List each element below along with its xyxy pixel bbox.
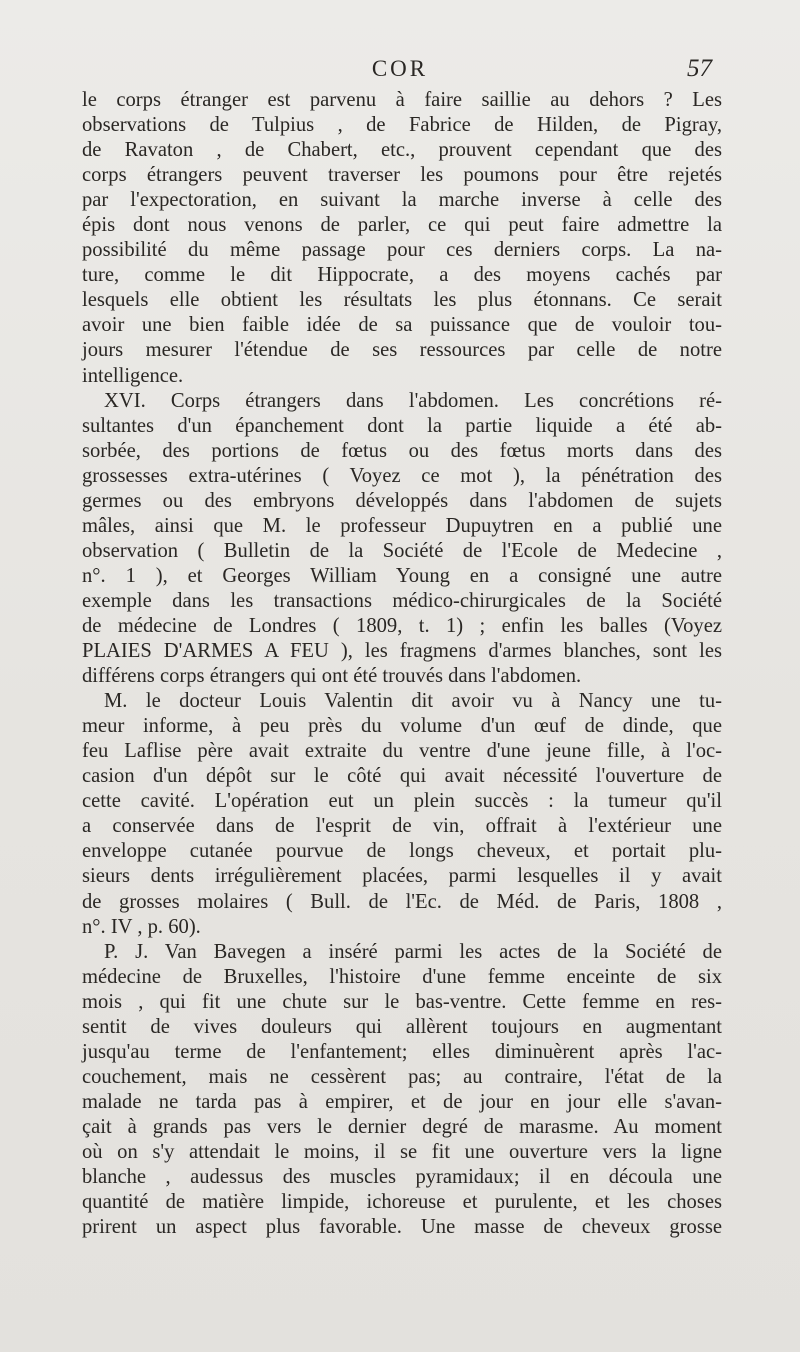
text-line: PLAIES D'ARMES A FEU ), les fragmens d'armes blanches, sont les: [82, 640, 722, 663]
text-line: blanche , audessus des muscles pyramidaux; il en découla une: [82, 1166, 722, 1189]
text-line: quantité de matière limpide, ichoreuse et purulente, et les choses: [82, 1191, 722, 1214]
text-line: le corps étranger est parvenu à faire saillie au dehors ? Les: [82, 89, 722, 111]
text-line: sultantes d'un épanchement dont la partie liquide a été ab-: [82, 414, 722, 437]
text-line: de médecine de Londres ( 1809, t. 1) ; enfin les balles (Voyez: [82, 614, 722, 637]
text-line: cette cavité. L'opération eut un plein succès : la tumeur qu'il: [82, 790, 722, 813]
text-line: médecine de Bruxelles, l'histoire d'une femme enceinte de six: [82, 965, 722, 988]
text-line: sorbée, des portions de fœtus ou des fœtus morts dans des: [82, 439, 722, 462]
text-line: de Ravaton , de Chabert, etc., prouvent cependant que des: [82, 139, 722, 162]
text-line: où on s'y attendait le moins, il se fit une ouverture vers la ligne: [82, 1140, 722, 1163]
text-line: casion d'un dépôt sur le côté qui avait nécessité l'ouverture de: [82, 765, 722, 788]
text-line: intelligence.: [82, 364, 184, 387]
text-line: mois , qui fit une chute sur le bas-ventre. Cette femme en res-: [82, 990, 722, 1013]
text-line: n°. 1 ), et Georges William Young en a consigné une autre: [82, 564, 722, 587]
text-line: lesquels elle obtient les résultats les plus étonnans. Ce serait: [82, 289, 722, 312]
text-line: jusqu'au terme de l'enfantement; elles diminuèrent après l'ac-: [82, 1040, 722, 1063]
text-line: M. le docteur Louis Valentin dit avoir vu à Nancy une tu-: [104, 690, 722, 713]
text-line: P. J. Van Bavegen a inséré parmi les actes de la Société de: [104, 940, 722, 963]
text-line: corps étrangers peuvent traverser les poumons pour être rejetés: [82, 164, 722, 187]
text-line: n°. IV , p. 60).: [82, 915, 201, 938]
page-number: 57: [687, 55, 712, 82]
page-header: [82, 56, 718, 88]
text-line: feu Laflise père avait extraite du ventre d'une jeune fille, à l'oc-: [82, 740, 722, 763]
section-heading-line: XVI. Corps étrangers dans l'abdomen. Les concrétions ré-: [104, 389, 722, 412]
text-line: ture, comme le dit Hippocrate, a des moyens cachés par: [82, 264, 722, 287]
text-line: enveloppe cutanée pourvue de longs cheveux, et portait plu-: [82, 840, 722, 863]
text-line: par l'expectoration, en suivant la marche inverse à celle des: [82, 189, 722, 212]
text-line: possibilité du même passage pour ces derniers corps. La na-: [82, 239, 722, 262]
text-line: avoir une bien faible idée de sa puissance que de vouloir tou-: [82, 314, 722, 337]
text-line: de grosses molaires ( Bull. de l'Ec. de Méd. de Paris, 1808 ,: [82, 890, 722, 913]
body-text: [82, 88, 722, 1240]
text-line: çait à grands pas vers le dernier degré de marasme. Au moment: [82, 1115, 722, 1138]
text-line: mâles, ainsi que M. le professeur Dupuytren en a publié une: [82, 514, 722, 537]
text-line: prirent un aspect plus favorable. Une masse de cheveux grosse: [82, 1216, 722, 1239]
text-line: sieurs dents irrégulièrement placées, parmi lesquelles il y avait: [82, 865, 722, 888]
text-line: exemple dans les transactions médico-chirurgicales de la Société: [82, 589, 722, 612]
text-line: meur informe, à peu près du volume d'un œuf de dinde, que: [82, 715, 722, 738]
running-head: COR: [371, 56, 429, 81]
text-line: couchement, mais ne cessèrent pas; au contraire, l'état de la: [82, 1065, 722, 1088]
text-line: observations de Tulpius , de Fabrice de Hilden, de Pigray,: [82, 114, 722, 137]
text-line: différens corps étrangers qui ont été trouvés dans l'abdomen.: [82, 665, 582, 688]
text-line: jours mesurer l'étendue de ses ressources par celle de notre: [82, 339, 722, 362]
text-line: sentit de vives douleurs qui allèrent toujours en augmentant: [82, 1015, 722, 1038]
text-line: observation ( Bulletin de la Société de l'Ecole de Medecine ,: [82, 539, 722, 562]
text-line: a conservée dans de l'esprit de vin, offrait à l'extérieur une: [82, 815, 722, 838]
text-line: grossesses extra-utérines ( Voyez ce mot ), la pénétration des: [82, 464, 722, 487]
text-line: malade ne tarda pas à empirer, et de jour en jour elle s'avan-: [82, 1090, 722, 1113]
text-line: épis dont nous venons de parler, ce qui peut faire admettre la: [82, 214, 722, 237]
text-line: germes ou des embryons développés dans l'abdomen de sujets: [82, 489, 722, 512]
